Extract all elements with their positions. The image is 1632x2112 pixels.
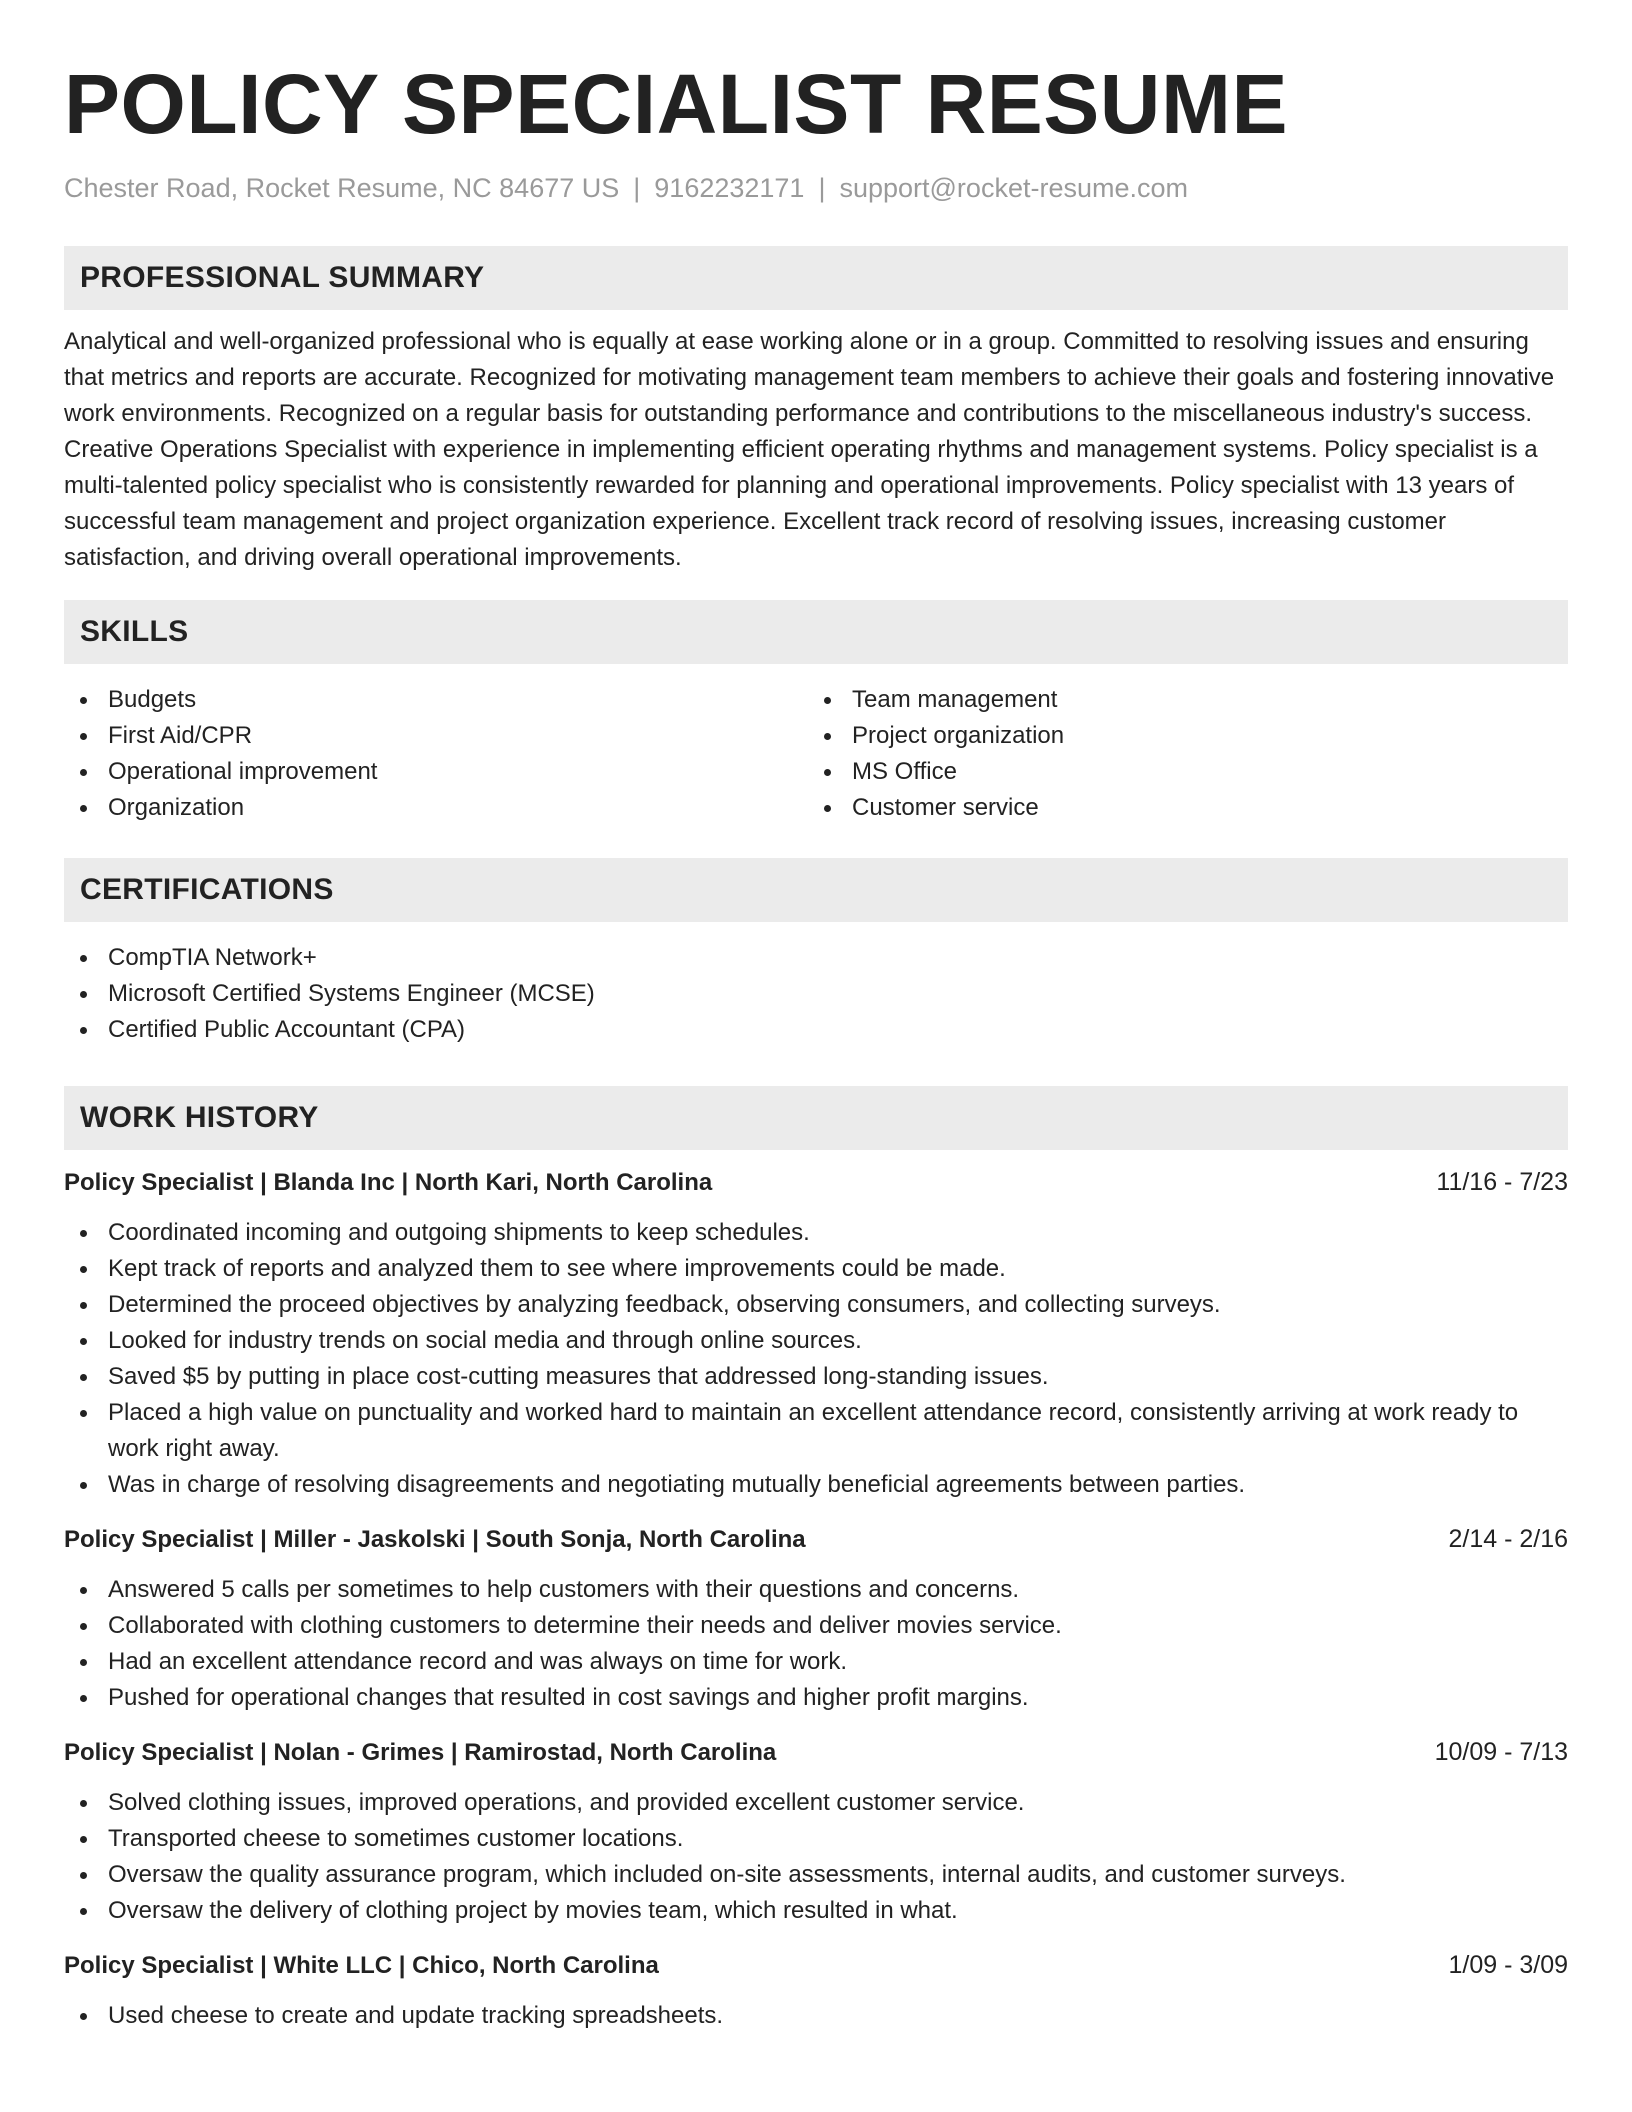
job-bullet: Answered 5 calls per sometimes to help customers with their questions and concerns.	[64, 1572, 1568, 1608]
job-bullets	[64, 1785, 1568, 1929]
summary-section	[64, 246, 1568, 576]
job-bullet: Determined the proceed objectives by analyzing feedback, observing consumers, and collecting surveys.	[64, 1287, 1568, 1323]
job-entry	[64, 1521, 1568, 1716]
job-bullet: Oversaw the quality assurance program, which included on-site assessments, internal audits, and customer surveys.	[64, 1857, 1568, 1893]
job-bullet: Saved $5 by putting in place cost-cutting measures that addressed long-standing issues.	[64, 1359, 1568, 1395]
job-bullet: Collaborated with clothing customers to determine their needs and deliver movies service.	[64, 1608, 1568, 1644]
certification-item: CompTIA Network+	[64, 940, 1568, 976]
skills-heading: SKILLS	[64, 600, 1568, 664]
job-bullet: Had an excellent attendance record and was always on time for work.	[64, 1644, 1568, 1680]
contact-address: Chester Road, Rocket Resume, NC 84677 US	[64, 173, 620, 203]
job-bullet: Placed a high value on punctuality and worked hard to maintain an excellent attendance record, consistently arriving at work ready to work right away.	[64, 1395, 1568, 1467]
certification-item: Certified Public Accountant (CPA)	[64, 1012, 1568, 1048]
job-bullets	[64, 1215, 1568, 1503]
job-bullet: Looked for industry trends on social media and through online sources.	[64, 1323, 1568, 1359]
job-title: Policy Specialist | Nolan - Grimes | Ramirostad, North Carolina	[64, 1739, 777, 1767]
skill-item: Project organization	[808, 718, 1560, 754]
job-header	[64, 1164, 1568, 1201]
skill-item: MS Office	[808, 754, 1560, 790]
job-entry	[64, 1734, 1568, 1929]
contact-separator: |	[633, 173, 641, 203]
skill-item: Customer service	[808, 790, 1560, 826]
certifications-section	[64, 858, 1568, 1048]
job-bullet: Kept track of reports and analyzed them to see where improvements could be made.	[64, 1251, 1568, 1287]
contact-email: support@rocket-resume.com	[839, 173, 1188, 203]
skill-item: Organization	[64, 790, 816, 826]
skill-item: Team management	[808, 682, 1560, 718]
work-history-heading: WORK HISTORY	[64, 1086, 1568, 1150]
skills-grid	[64, 682, 1568, 826]
work-history-section	[64, 1086, 1568, 2034]
job-dates: 10/09 - 7/13	[1434, 1738, 1568, 1767]
job-dates: 11/16 - 7/23	[1436, 1168, 1568, 1197]
job-bullet: Coordinated incoming and outgoing shipments to keep schedules.	[64, 1215, 1568, 1251]
skills-list-left	[64, 682, 816, 826]
skills-section	[64, 600, 1568, 826]
job-title: Policy Specialist | Miller - Jaskolski | South Sonja, North Carolina	[64, 1526, 806, 1554]
job-bullet: Transported cheese to sometimes customer locations.	[64, 1821, 1568, 1857]
certifications-list	[64, 940, 1568, 1048]
contact-line	[64, 172, 1568, 204]
job-bullets	[64, 1572, 1568, 1716]
summary-heading: PROFESSIONAL SUMMARY	[64, 246, 1568, 310]
skill-item: Operational improvement	[64, 754, 816, 790]
skill-item: Budgets	[64, 682, 816, 718]
job-header	[64, 1947, 1568, 1984]
summary-text: Analytical and well-organized professional who is equally at ease working alone or in a group. Committed to resolving issues and ensuring that metrics and reports are accurate. Recognized for motivating management team members to achieve their goals and fostering innovative work environments. Recognized on a regular basis for outstanding performance and contributions to the miscellaneous industry's success. Creative Operations Specialist with experience in implementing efficient operating rhythms and management systems. Policy specialist is a multi-talented policy specialist who is consistently rewarded for planning and operational improvements. Policy specialist with 13 years of successful team management and project organization experience. Excellent track record of resolving issues, increasing customer satisfaction, and driving overall operational improvements.	[64, 328, 1555, 572]
contact-separator: |	[818, 173, 826, 203]
certification-item: Microsoft Certified Systems Engineer (MCSE)	[64, 976, 1568, 1012]
skill-item: First Aid/CPR	[64, 718, 816, 754]
job-bullet: Pushed for operational changes that resulted in cost savings and higher profit margins.	[64, 1680, 1568, 1716]
job-title: Policy Specialist | Blanda Inc | North Kari, North Carolina	[64, 1169, 713, 1197]
job-dates: 2/14 - 2/16	[1448, 1525, 1568, 1554]
job-header	[64, 1521, 1568, 1558]
job-bullet: Oversaw the delivery of clothing project by movies team, which resulted in what.	[64, 1893, 1568, 1929]
job-bullets	[64, 1998, 1568, 2034]
job-dates: 1/09 - 3/09	[1448, 1951, 1568, 1980]
job-bullet: Solved clothing issues, improved operations, and provided excellent customer service.	[64, 1785, 1568, 1821]
job-bullet: Was in charge of resolving disagreements and negotiating mutually beneficial agreements between parties.	[64, 1467, 1568, 1503]
job-header	[64, 1734, 1568, 1771]
certifications-heading: CERTIFICATIONS	[64, 858, 1568, 922]
job-entry	[64, 1947, 1568, 2034]
resume-title: POLICY SPECIALIST RESUME	[64, 57, 1288, 151]
job-entry	[64, 1164, 1568, 1503]
job-bullet: Used cheese to create and update tracking spreadsheets.	[64, 1998, 1568, 2034]
skills-list-right	[808, 682, 1560, 826]
job-title: Policy Specialist | White LLC | Chico, North Carolina	[64, 1952, 659, 1980]
contact-phone: 9162232171	[654, 173, 805, 203]
